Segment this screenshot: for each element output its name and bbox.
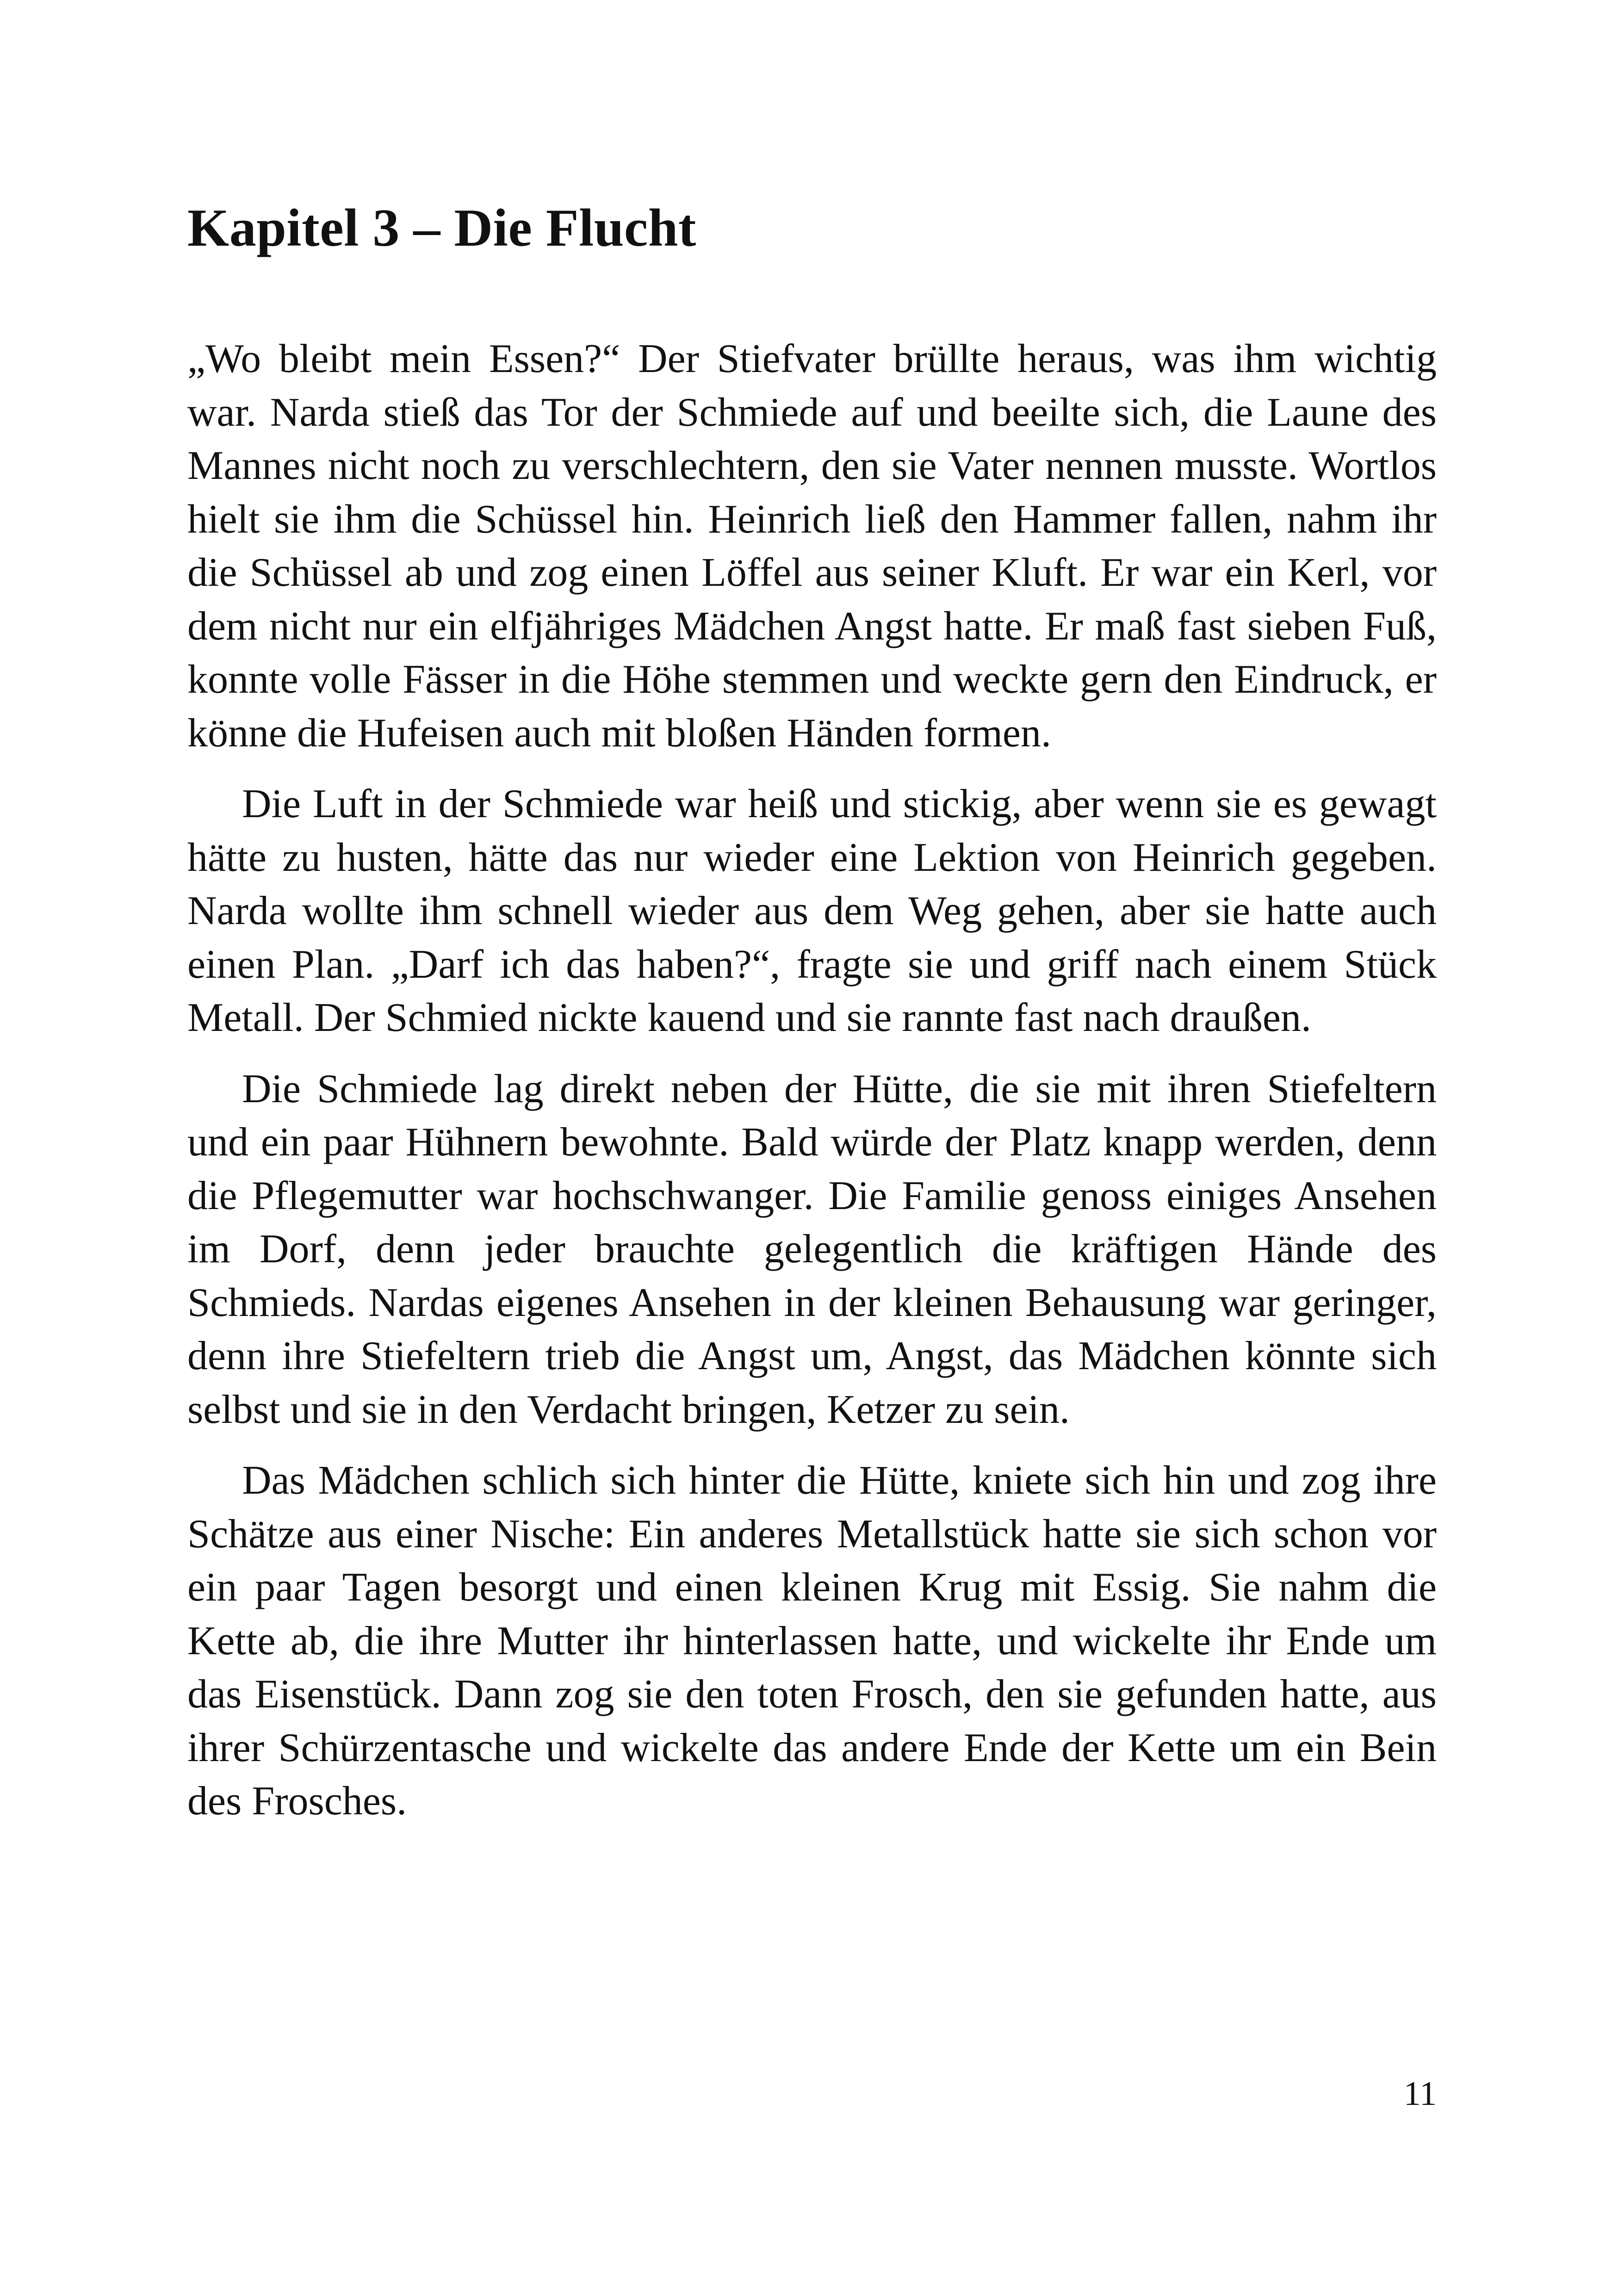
chapter-title: Kapitel 3 – Die Flucht [187,199,697,258]
page-number: 11 [1403,2075,1437,2113]
paragraph: „Wo bleibt mein Essen?“ Der Stiefvater brüllte heraus, was ihm wichtig war. Narda stieß das Tor der Schmiede auf und beeilte sich, die Laune des Mannes nicht noch zu verschlechtern, den sie Vater nennen musste. Wortlos hielt sie ihm die Schüssel hin. Heinrich ließ den Hammer fallen, nahm ihr die Schüssel ab und zog einen Löffel aus seiner Kluft. Er war ein Kerl, vor dem nicht nur ein elfjähriges Mädchen Angst hatte. Er maß fast sieben Fuß, konnte volle Fässer in die Höhe stemmen und weckte gern den Eindruck, er könne die Hufeisen auch mit bloßen Händen formen. [187,336,1437,756]
paragraph: Die Luft in der Schmiede war heiß und stickig, aber wenn sie es gewagt hätte zu husten, hätte das nur wieder eine Lektion von Heinrich gegeben. Narda wollte ihm schnell wieder aus dem Weg gehen, aber sie hatte auch einen Plan. „Darf ich das haben?“, fragte sie und griff nach einem Stück Metall. Der Schmied nickte kauend und sie rannte fast nach draußen. [187,782,1437,1040]
body-text [187,332,1437,1846]
paragraph: Das Mädchen schlich sich hinter die Hütte, kniete sich hin und zog ihre Schätze aus einer Nische: Ein anderes Metallstück hatte sie sich schon vor ein paar Tagen besorgt und einen kleinen Krug mit Essig. Sie nahm die Kette ab, die ihre Mutter ihr hinterlassen hatte, und wickelte ihr Ende um das Eisenstück. Dann zog sie den toten Frosch, den sie gefunden hatte, aus ihrer Schürzentasche und wickelte das andere Ende der Kette um ein Bein des Frosches. [187,1458,1437,1824]
paragraph: Die Schmiede lag direkt neben der Hütte, die sie mit ihren Stiefeltern und ein paar Hühnern bewohnte. Bald würde der Platz knapp werden, denn die Pflegemutter war hochschwanger. Die Familie genoss einiges Ansehen im Dorf, denn jeder brauchte gelegentlich die kräftigen Hände des Schmieds. Nardas eigenes Ansehen in der kleinen Behausung war geringer, denn ihre Stiefeltern trieb die Angst um, Angst, das Mädchen könnte sich selbst und sie in den Verdacht bringen, Ketzer zu sein. [187,1066,1437,1432]
book-page [187,0,1437,2296]
